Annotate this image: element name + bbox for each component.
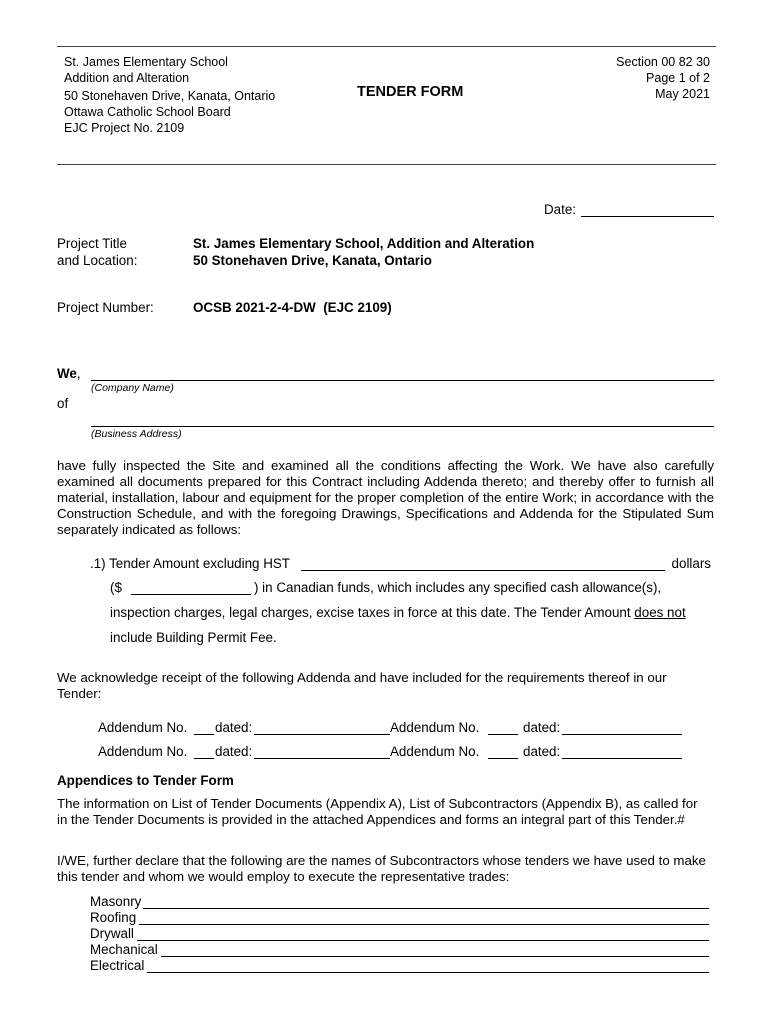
addendum-date-field-1b[interactable]: [562, 734, 682, 735]
header-page: Page 1 of 2: [646, 71, 710, 85]
tender-amount-line3-text: inspection charges, legal charges, excise taxes in force at this date. The Tender Amount: [110, 605, 631, 620]
trade-mechanical-field[interactable]: [161, 956, 709, 957]
trade-masonry: Masonry: [90, 894, 142, 909]
dated-label-2b: dated:: [523, 744, 561, 759]
page-title: TENDER FORM: [357, 84, 464, 100]
tender-amount-line2: [110, 580, 122, 595]
project-title-value: [193, 235, 534, 269]
trade-masonry-field[interactable]: [143, 908, 709, 909]
trade-roofing-field[interactable]: [139, 924, 709, 925]
does-not-emphasis: does not: [634, 605, 686, 620]
tender-amount-dollar-sign: ($: [110, 580, 122, 595]
addendum-no-field-1a[interactable]: [194, 734, 214, 735]
addendum-date-field-2a[interactable]: [254, 758, 390, 759]
tender-amount-dollars: dollars: [671, 556, 711, 571]
project-title-label-1: Project Title: [57, 236, 127, 251]
intro-paragraph: have fully inspected the Site and examined all the conditions affecting the Work. We have also carefully examined all documents prepared for this Contract including Addenda thereto; and thereby offer to furnish all material, installation, labour and equipment for the proper completion of the entire Work; in accordance with the Construction Schedule, and with the foregoing Drawings, Specifications and Addenda for the Stipulated Sum separately indicated as follows:: [57, 458, 714, 537]
date-label: Date:: [544, 202, 577, 217]
tender-amount-label: .1) Tender Amount excluding HST: [90, 556, 290, 571]
addendum-row-1: [98, 720, 698, 738]
trade-drywall-field[interactable]: [137, 940, 709, 941]
addenda-intro: We acknowledge receipt of the following Addenda and have included for the requirements thereof in our Tender:: [57, 670, 667, 701]
trade-mechanical: Mechanical: [90, 942, 158, 957]
business-address-field[interactable]: [91, 426, 714, 427]
tender-amount-line4: include Building Permit Fee.: [110, 630, 277, 645]
addendum-date-field-2b[interactable]: [562, 758, 682, 759]
header-address: 50 Stonehaven Drive, Kanata, Ontario: [64, 89, 276, 103]
company-name-hint: (Company Name): [91, 382, 174, 394]
of-label: of: [57, 396, 69, 411]
header-bottom-rule: [57, 164, 716, 165]
we-label-wrap: [57, 366, 81, 381]
tender-amount-line2-suffix: ) in Canadian funds, which includes any specified cash allowance(s),: [254, 580, 662, 595]
addendum-label-2b: Addendum No.: [390, 744, 480, 759]
trade-electrical: Electrical: [90, 958, 145, 973]
header-right-block: [616, 54, 710, 102]
project-title-label: [57, 235, 137, 269]
business-address-hint: (Business Address): [91, 428, 182, 440]
tender-amount-figures-field[interactable]: [131, 594, 251, 595]
top-rule: [57, 46, 716, 47]
tender-amount-line1: [90, 556, 715, 574]
project-number-label: Project Number:: [57, 300, 154, 315]
date-field[interactable]: [581, 216, 714, 217]
trade-drywall: Drywall: [90, 926, 134, 941]
header-section: Section 00 82 30: [616, 55, 710, 69]
addendum-no-field-2b[interactable]: [488, 758, 518, 759]
header-project-no: EJC Project No. 2109: [64, 121, 185, 135]
addendum-no-field-2a[interactable]: [194, 758, 214, 759]
addendum-label-1b: Addendum No.: [390, 720, 480, 735]
addendum-label-1a: Addendum No.: [98, 720, 188, 735]
project-title-value-2: 50 Stonehaven Drive, Kanata, Ontario: [193, 253, 432, 268]
trade-roofing: Roofing: [90, 910, 137, 925]
header-board: Ottawa Catholic School Board: [64, 105, 231, 119]
addendum-label-2a: Addendum No.: [98, 744, 188, 759]
we-label: We: [57, 366, 77, 381]
project-title-value-1: St. James Elementary School, Addition and Alteration: [193, 236, 535, 251]
appendices-heading: Appendices to Tender Form: [57, 773, 234, 788]
tender-amount-words-field[interactable]: [301, 570, 665, 571]
addendum-row-2: [98, 744, 698, 762]
dated-label-1b: dated:: [523, 720, 561, 735]
tender-amount-line3: [110, 605, 686, 620]
project-number-value: OCSB 2021-2-4-DW (EJC 2109): [193, 300, 392, 315]
appendices-paragraph: The information on List of Tender Documents (Appendix A), List of Subcontractors (Appendix B), as called for in the Tender Documents is provided in the attached Appendices and forms an integral part of this Tender.#: [57, 796, 698, 827]
subcontractors-intro: I/WE, further declare that the following are the names of Subcontractors whose tenders we have used to make this tender and whom we would employ to execute the representative trades:: [57, 853, 706, 884]
header-left-block: [64, 54, 275, 136]
company-name-field[interactable]: [91, 380, 714, 381]
we-comma: ,: [76, 366, 81, 381]
dated-label-1a: dated:: [215, 720, 253, 735]
header-addition: Addition and Alteration: [64, 71, 190, 85]
dated-label-2a: dated:: [215, 744, 253, 759]
project-title-label-2: and Location:: [57, 253, 138, 268]
header-date: May 2021: [655, 87, 710, 101]
addendum-no-field-1b[interactable]: [488, 734, 518, 735]
addendum-date-field-1a[interactable]: [254, 734, 390, 735]
trade-electrical-field[interactable]: [147, 972, 709, 973]
header-school: St. James Elementary School: [64, 55, 228, 69]
